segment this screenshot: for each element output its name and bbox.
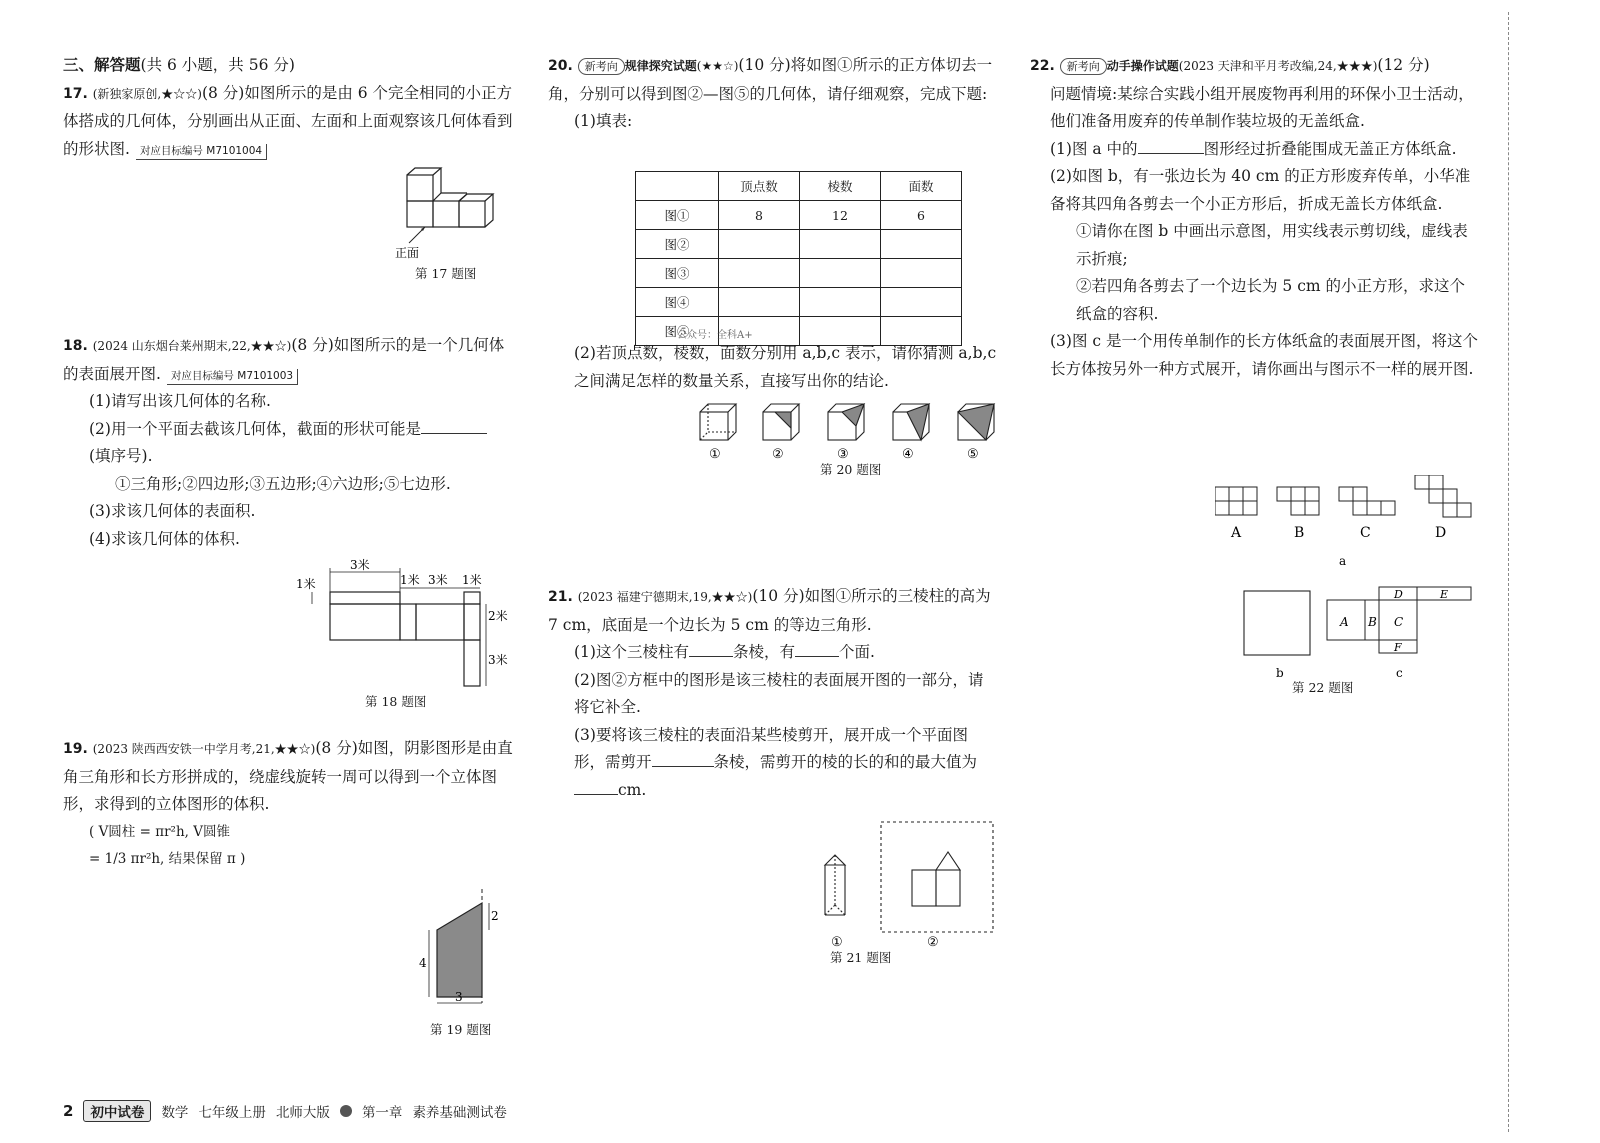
- q18-dim-left: 1米: [296, 577, 316, 591]
- q20-fig-label: ①: [709, 447, 721, 462]
- q22-c-label: C: [1394, 615, 1404, 629]
- q21-cut-blank[interactable]: [652, 750, 714, 767]
- q18-options: ①三角形;②四边形;③五边形;④六边形;⑤七边形.: [115, 474, 451, 493]
- footer-title: 素养基础测试卷: [412, 1105, 507, 1121]
- q21-fig-label: ①: [831, 935, 843, 950]
- question-18: [63, 332, 513, 553]
- q19-dim-c: 3: [455, 990, 463, 1004]
- q22-part2: (2)如图 b，有一张边长为 40 cm 的正方形废弃传单，小华准备将其四角各剪去一个小正方形后，折成无盖长方体纸盒.: [1050, 167, 1471, 213]
- q17-score: (8 分): [201, 83, 245, 102]
- q22-text: 问题情境:某综合实践小组开展废物再利用的环保小卫士活动，他们准备用废弃的传单制作装垃圾的无盖纸盒.: [1050, 84, 1474, 130]
- q22-c-label: B: [1368, 615, 1377, 629]
- q20-score: (10 分): [738, 56, 791, 74]
- table-cell[interactable]: [881, 288, 962, 317]
- section-heading: [63, 52, 513, 80]
- q22-a-label: B: [1294, 525, 1305, 541]
- q21-p3b: 条棱，需剪开的棱的长的和的最大值为: [713, 753, 978, 771]
- q22-fig-c-name: c: [1396, 666, 1403, 680]
- table-cell[interactable]: [881, 230, 962, 259]
- q18-number: 18.: [63, 338, 88, 354]
- q22-tag2: 动手操作试题: [1106, 59, 1179, 73]
- q22-p1a: (1)图 a 中的: [1050, 139, 1138, 158]
- footer-edition: 北师大版: [275, 1105, 330, 1121]
- q17-text: 如图所示的是由 6 个完全相同的小正方体搭成的几何体，分别画出从正面、左面和上面观察该几何体看到的形状图.: [63, 83, 513, 158]
- q21-figure: [815, 820, 1000, 950]
- q20-text: 将如图①所示的正方体切去一角，分别可以得到图②—图⑤的几何体，请仔细观察，完成下题:: [548, 56, 993, 103]
- q18-dim-m3: 1米: [462, 573, 482, 587]
- table-cell[interactable]: [719, 259, 800, 288]
- q22-c-label: F: [1394, 641, 1402, 654]
- q20-part1: (1)填表:: [574, 112, 633, 130]
- section-title: 三、解答题: [63, 56, 141, 74]
- table-row: [636, 201, 962, 230]
- q22-figure-a: [1215, 475, 1485, 575]
- q20-source: (★★☆): [696, 59, 739, 73]
- question-19: [63, 735, 513, 874]
- table-header-cell: 棱数: [800, 172, 881, 201]
- footer-chapter: 第一章: [361, 1105, 403, 1121]
- table-row: [636, 288, 962, 317]
- table-cell: 8: [719, 201, 800, 230]
- watermark: 公众号：全科A+: [677, 330, 753, 341]
- q20-tag: 新考向: [578, 58, 625, 75]
- q21-part2: (2)图②方框中的图形是该三棱柱的表面展开图的一部分，请将它补全.: [574, 670, 984, 716]
- q20-fig-label: ⑤: [967, 447, 979, 462]
- q20-number: 20.: [548, 58, 573, 74]
- q17-figure: [395, 165, 515, 260]
- q21-score: (10 分): [752, 587, 805, 605]
- q22-part1: [1030, 136, 1480, 164]
- q21-p1a: (1)这个三棱柱有: [574, 643, 689, 661]
- q22-number: 22.: [1030, 58, 1055, 74]
- q18-part2: [63, 416, 513, 471]
- question-21: [548, 583, 998, 804]
- q21-max-blank[interactable]: [574, 778, 618, 795]
- q18-score: (8 分): [291, 336, 334, 354]
- q21-part1: [548, 639, 998, 667]
- q22-part2-ii: ②若四角各剪去了一个边长为 5 cm 的小正方形，求这个纸盒的容积.: [1076, 277, 1466, 323]
- q22-score: (12 分): [1377, 56, 1430, 74]
- q22-fig-a-name: a: [1339, 554, 1347, 568]
- q21-faces-blank[interactable]: [795, 640, 839, 657]
- q18-part2-suffix: (填序号).: [89, 447, 153, 465]
- q20-figure: [695, 400, 1005, 462]
- table-cell[interactable]: [800, 259, 881, 288]
- table-header-cell: 面数: [881, 172, 962, 201]
- table-cell: 图⑤: [636, 317, 719, 346]
- q22-c-label: D: [1394, 588, 1403, 601]
- q19-formula2: = 1/3 πr²h, 结果保留 π: [89, 851, 236, 867]
- table-row: [636, 230, 962, 259]
- footer-series: 初中试卷: [83, 1100, 151, 1122]
- q22-a-label: D: [1435, 525, 1447, 541]
- q19-formula: ( V圆柱 = πr²h, V圆锥 = 1/3 πr²h, 结果保留 π ): [89, 823, 246, 867]
- q19-score: (8 分): [315, 739, 358, 757]
- q18-part4: (4)求该几何体的体积.: [89, 529, 240, 548]
- q19-formula1: V圆柱 = πr²h, V圆锥: [98, 823, 230, 840]
- q18-text: 如图所示的是一个几何体的表面展开图.: [63, 336, 505, 383]
- q21-edges-blank[interactable]: [689, 640, 733, 657]
- page-fold-line: [1508, 12, 1509, 1132]
- q20-table: [635, 171, 962, 346]
- q18-dim-r1: 2米: [488, 609, 508, 623]
- q19-number: 19.: [63, 741, 88, 757]
- q17-fig-label: 正面: [395, 246, 420, 260]
- q18-figure: [290, 558, 520, 698]
- q20-fig-label: ④: [902, 447, 914, 462]
- table-cell[interactable]: [719, 288, 800, 317]
- q22-source: (2023 天津和平月考改编,24,★★★): [1178, 59, 1378, 73]
- table-cell: 6: [881, 201, 962, 230]
- q21-caption: 第 21 题图: [830, 950, 892, 965]
- q18-dim-r2: 3米: [488, 653, 508, 667]
- table-cell: 图④: [636, 288, 719, 317]
- table-cell[interactable]: [800, 288, 881, 317]
- q22-part2-i: ①请你在图 b 中画出示意图，用实线表示剪切线，虚线表示折痕;: [1076, 222, 1468, 268]
- q22-a-label: C: [1360, 525, 1371, 541]
- play-icon: [340, 1105, 352, 1117]
- q19-dim-b: 4: [419, 956, 427, 970]
- table-cell[interactable]: [881, 259, 962, 288]
- q18-ref: 对应目标编号 M7101003: [167, 369, 298, 385]
- q18-part3: (3)求该几何体的表面积.: [89, 502, 256, 520]
- question-20: [548, 52, 998, 136]
- q19-caption: 第 19 题图: [430, 1022, 492, 1037]
- q21-source: (2023 福建宁德期末,19,★★☆): [577, 590, 753, 604]
- q20-part2-block: [548, 340, 998, 395]
- q18-part1: (1)请写出该几何体的名称.: [89, 392, 271, 410]
- footer-grade: 七年级上册: [198, 1105, 266, 1121]
- q18-dim-m2: 3米: [428, 573, 448, 587]
- section-meta: (共 6 小题，共 56 分): [140, 56, 295, 74]
- q21-fig-label: ②: [927, 935, 939, 950]
- q21-p1c: 个面.: [838, 643, 875, 661]
- q20-fig-label: ③: [837, 447, 849, 462]
- q22-answer-blank[interactable]: [1138, 137, 1204, 154]
- q19-dim-a: 2: [491, 909, 499, 923]
- table-cell: 图③: [636, 259, 719, 288]
- table-cell: 图①: [636, 201, 719, 230]
- page-footer: [63, 1100, 507, 1122]
- q21-text: 如图①所示的三棱柱的高为 7 cm，底面是一个边长为 5 cm 的等边三角形.: [548, 587, 991, 634]
- q17-number: 17.: [63, 85, 88, 102]
- q22-a-label: A: [1231, 525, 1242, 541]
- q20-tag2: 规律探究试题: [624, 59, 697, 73]
- q22-p1b: 图形经过折叠能围成无盖正方体纸盒.: [1203, 139, 1457, 158]
- page-number: 2: [63, 1102, 74, 1120]
- q20-part2: (2)若顶点数，棱数，面数分别用 a,b,c 表示，请你猜测 a,b,c 之间满足怎样的数量关系，直接写出你的结论.: [574, 344, 997, 390]
- question-17: [63, 80, 513, 164]
- q19-text: 如图，阴影图形是由直角三角形和长方形拼成的，绕虚线旋转一周可以得到一个立体图形，求得到的立体图形的体积.: [63, 739, 513, 813]
- table-header-cell: 顶点数: [719, 172, 800, 201]
- q22-tag: 新考向: [1060, 58, 1107, 75]
- q21-p1b: 条棱，有: [732, 643, 795, 661]
- footer-subject: 数学: [161, 1105, 189, 1121]
- q17-caption: 第 17 题图: [415, 266, 477, 281]
- question-22: [1030, 52, 1480, 383]
- q21-part3: [548, 722, 998, 805]
- table-header-row: [636, 172, 962, 201]
- q19-figure: [415, 885, 505, 1005]
- q20-caption: 第 20 题图: [820, 462, 882, 477]
- q18-source: (2024 山东烟台莱州期末,22,★★☆): [92, 339, 292, 353]
- table-cell[interactable]: [719, 230, 800, 259]
- q17-source: (新独家原创,★☆☆): [92, 86, 202, 101]
- q17-ref: 对应目标编号 M7101004: [136, 144, 267, 160]
- table-cell: 12: [800, 201, 881, 230]
- q18-part2-text: (2)用一个平面去截该几何体，截面的形状可能是: [89, 419, 421, 438]
- q22-figure-bc: [1230, 585, 1500, 685]
- q21-p3c: cm.: [618, 780, 647, 799]
- q18-answer-blank[interactable]: [421, 417, 487, 434]
- q19-source: (2023 陕西西安铁一中学月考,21,★★☆): [92, 742, 316, 756]
- q18-dim-m1: 1米: [400, 573, 420, 587]
- q22-c-label: E: [1440, 588, 1449, 601]
- q18-caption: 第 18 题图: [365, 694, 427, 709]
- table-row: [636, 259, 962, 288]
- column-left: [63, 52, 513, 163]
- q22-caption: 第 22 题图: [1292, 680, 1354, 695]
- q20-fig-label: ②: [772, 447, 784, 462]
- table-cell: 图②: [636, 230, 719, 259]
- table-cell[interactable]: [800, 230, 881, 259]
- q21-p3a: (3)要将该三棱柱的表面沿某些棱剪开，展开成一个平面图形，需剪开: [574, 725, 968, 771]
- q22-c-label: A: [1340, 615, 1349, 629]
- q21-number: 21.: [548, 589, 573, 605]
- q22-fig-b-name: b: [1276, 666, 1284, 680]
- table-header-cell: [636, 172, 719, 201]
- q18-dim-top: 3米: [350, 558, 370, 572]
- q22-part3: (3)图 c 是一个用传单制作的长方体纸盒的表面展开图，将这个长方体按另外一种方式展开，请你画出与图示不一样的展开图.: [1050, 332, 1478, 378]
